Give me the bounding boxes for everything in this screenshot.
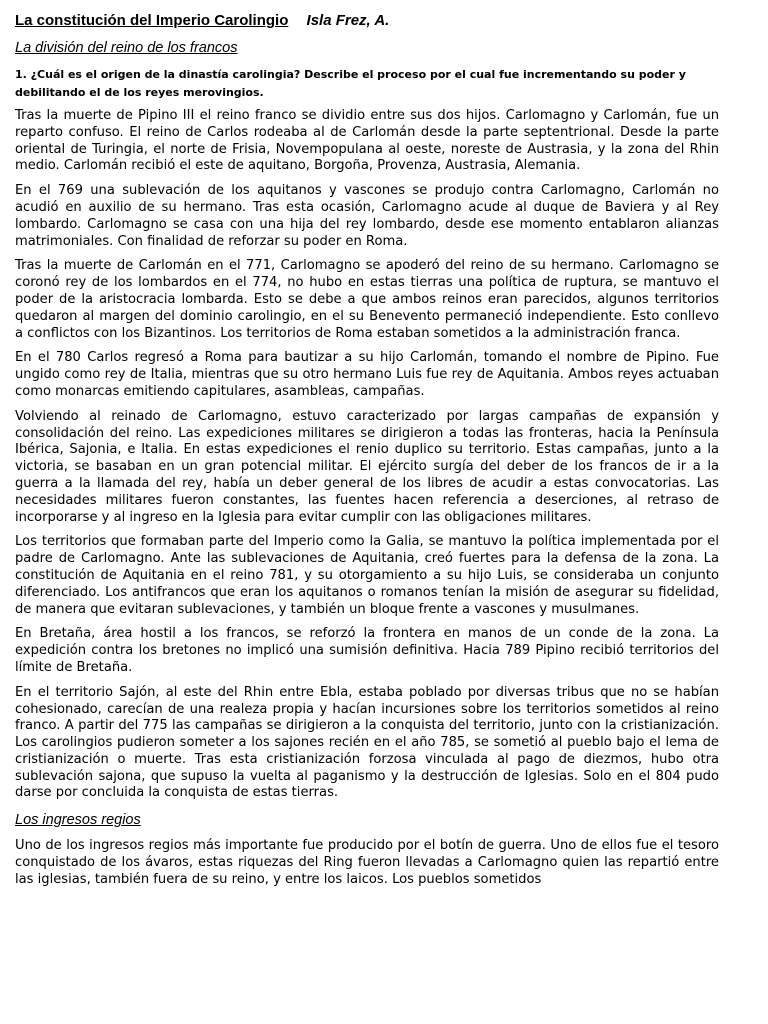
paragraph: En el territorio Sajón, al este del Rhin entre Ebla, estaba poblado por diversas tribus que no se habían cohesionado, carecían de una realeza propia y hacían incursiones sobre los territorios sometidos al reino franco. A partir del 775 las campañas se dirigieron a la conquista del territorio, junto con la cristianización. Los carolingios pudieron someter a los sajones recién en el año 785, se sometió al pueblo bajo el lema de cristianización o muerte. Tras esta cristianización forzosa vinculada al pago de diezmos, hubo otra sublevación sajona, que supuso la vuelta al paganismo y la destrucción de Iglesias. Solo en el 804 pudo darse por concluida la conquista de estas tierras. bbox=[15, 684, 719, 801]
document-page bbox=[15, 10, 719, 897]
paragraph: En Bretaña, área hostil a los francos, se reforzó la frontera en manos de un conde de la zona. La expedición contra los bretones no implicó una sumisión definitiva. Hacia 789 Pipino recibió territorios del límite de Bretaña. bbox=[15, 626, 719, 675]
section-title-division: La división del reino de los francos bbox=[15, 40, 238, 56]
paragraph: Uno de los ingresos regios más importante fue producido por el botín de guerra. Uno de ellos fue el tesoro conquistado de los ávaros, estas riquezas del Ring fueron llevadas a Carlomagno quien las repartió entre las iglesias, también fuera de su reino, y entre los laicos. Los pueblos sometidos bbox=[15, 838, 719, 887]
paragraph: Tras la muerte de Pipino III el reino franco se dividio entre sus dos hijos. Carlomagno y Carlomán, fue un reparto confuso. El reino de Carlos rodeaba al de Carlomán desde la parte septentrional. Desde la parte oriental de Turingia, el norte de Frisia, Novempopulana al oeste, noreste de Austrasia, y la zona del Rhin medio. Carlomán recibió el este de aquitano, Borgoña, Provenza, Austrasia, Alemania. bbox=[15, 108, 719, 174]
paragraph: En el 769 una sublevación de los aquitanos y vascones se produjo contra Carlomagno, Carlomán no acudió en auxilio de su hermano. Tras esta ocasión, Carlomagno acude al duque de Baviera y al Rey lombardo. Carlomagno se casa con una hija del rey lombardo, desde ese momento entablaron alianzas matrimoniales. Con finalidad de reforzar su poder en Roma. bbox=[15, 183, 719, 249]
question-1: 1. ¿Cuál es el origen de la dinastía carolingia? Describe el proceso por el cual fue incrementando su poder y debilitando el de los reyes merovingios. bbox=[15, 68, 686, 99]
paragraph: Los territorios que formaban parte del Imperio como la Galia, se mantuvo la política implementada por el padre de Carlomagno. Ante las sublevaciones de Aquitania, creó fuertes para la defensa de la zona. La constitución de Aquitania en el reino 781, y su otorgamiento a su hijo Luis, se consideraba un conjunto diferenciado. Los antifrancos que eran los aquitanos o romanos tenían la misión de asegurar su fidelidad, de manera que evitaran sublevaciones, y también un bloque frente a vascones y musulmanes. bbox=[15, 534, 719, 617]
paragraph: En el 780 Carlos regresó a Roma para bautizar a su hijo Carlomán, tomando el nombre de Pipino. Fue ungido como rey de Italia, mientras que su otro hermano Luis fue rey de Aquitania. Ambos reyes actuaban como monarcas emitiendo capitulares, asambleas, campañas. bbox=[15, 350, 719, 399]
section-title-ingresos: Los ingresos regios bbox=[15, 812, 141, 829]
document-header bbox=[15, 10, 719, 32]
paragraph: Volviendo al reinado de Carlomagno, estuvo caracterizado por largas campañas de expansión y consolidación del reino. Las expediciones militares se dirigieron a todas las fronteras, hacia la Península Ibérica, Sajonia, e Italia. En estas expediciones el renio duplico su territorio. Estas campañas, junto a la victoria, se basaban en un gran potencial militar. El ejército surgía del deber de los francos de ir a la guerra a la llamada del rey, había un deber general de los libres de acudir a estas convocatorias. Las necesidades militares fueron constantes, las fuentes hacen referencia a deserciones, al retraso de incorporarse y al ingreso en la Iglesia para evitar cumplir con las obligaciones militares. bbox=[15, 408, 719, 525]
paragraph: Tras la muerte de Carlomán en el 771, Carlomagno se apoderó del reino de su hermano. Carlomagno se coronó rey de los lombardos en el 774, no hubo en estas tierras una política de ruptura, se mantuvo el poder de la aristocracia lombarda. Esto se debe a que ambos reinos eran parecidos, algunos territorios quedaron al margen del dominio carolingio, en el su Benevento permaneció independiente. Esto conllevo a conflictos con los Bizantinos. Los territorios de Roma estaban sometidos a la administración franca. bbox=[15, 258, 719, 341]
document-title: La constitución del Imperio Carolingio bbox=[15, 12, 289, 29]
document-author: Isla Frez, A. bbox=[306, 12, 390, 29]
